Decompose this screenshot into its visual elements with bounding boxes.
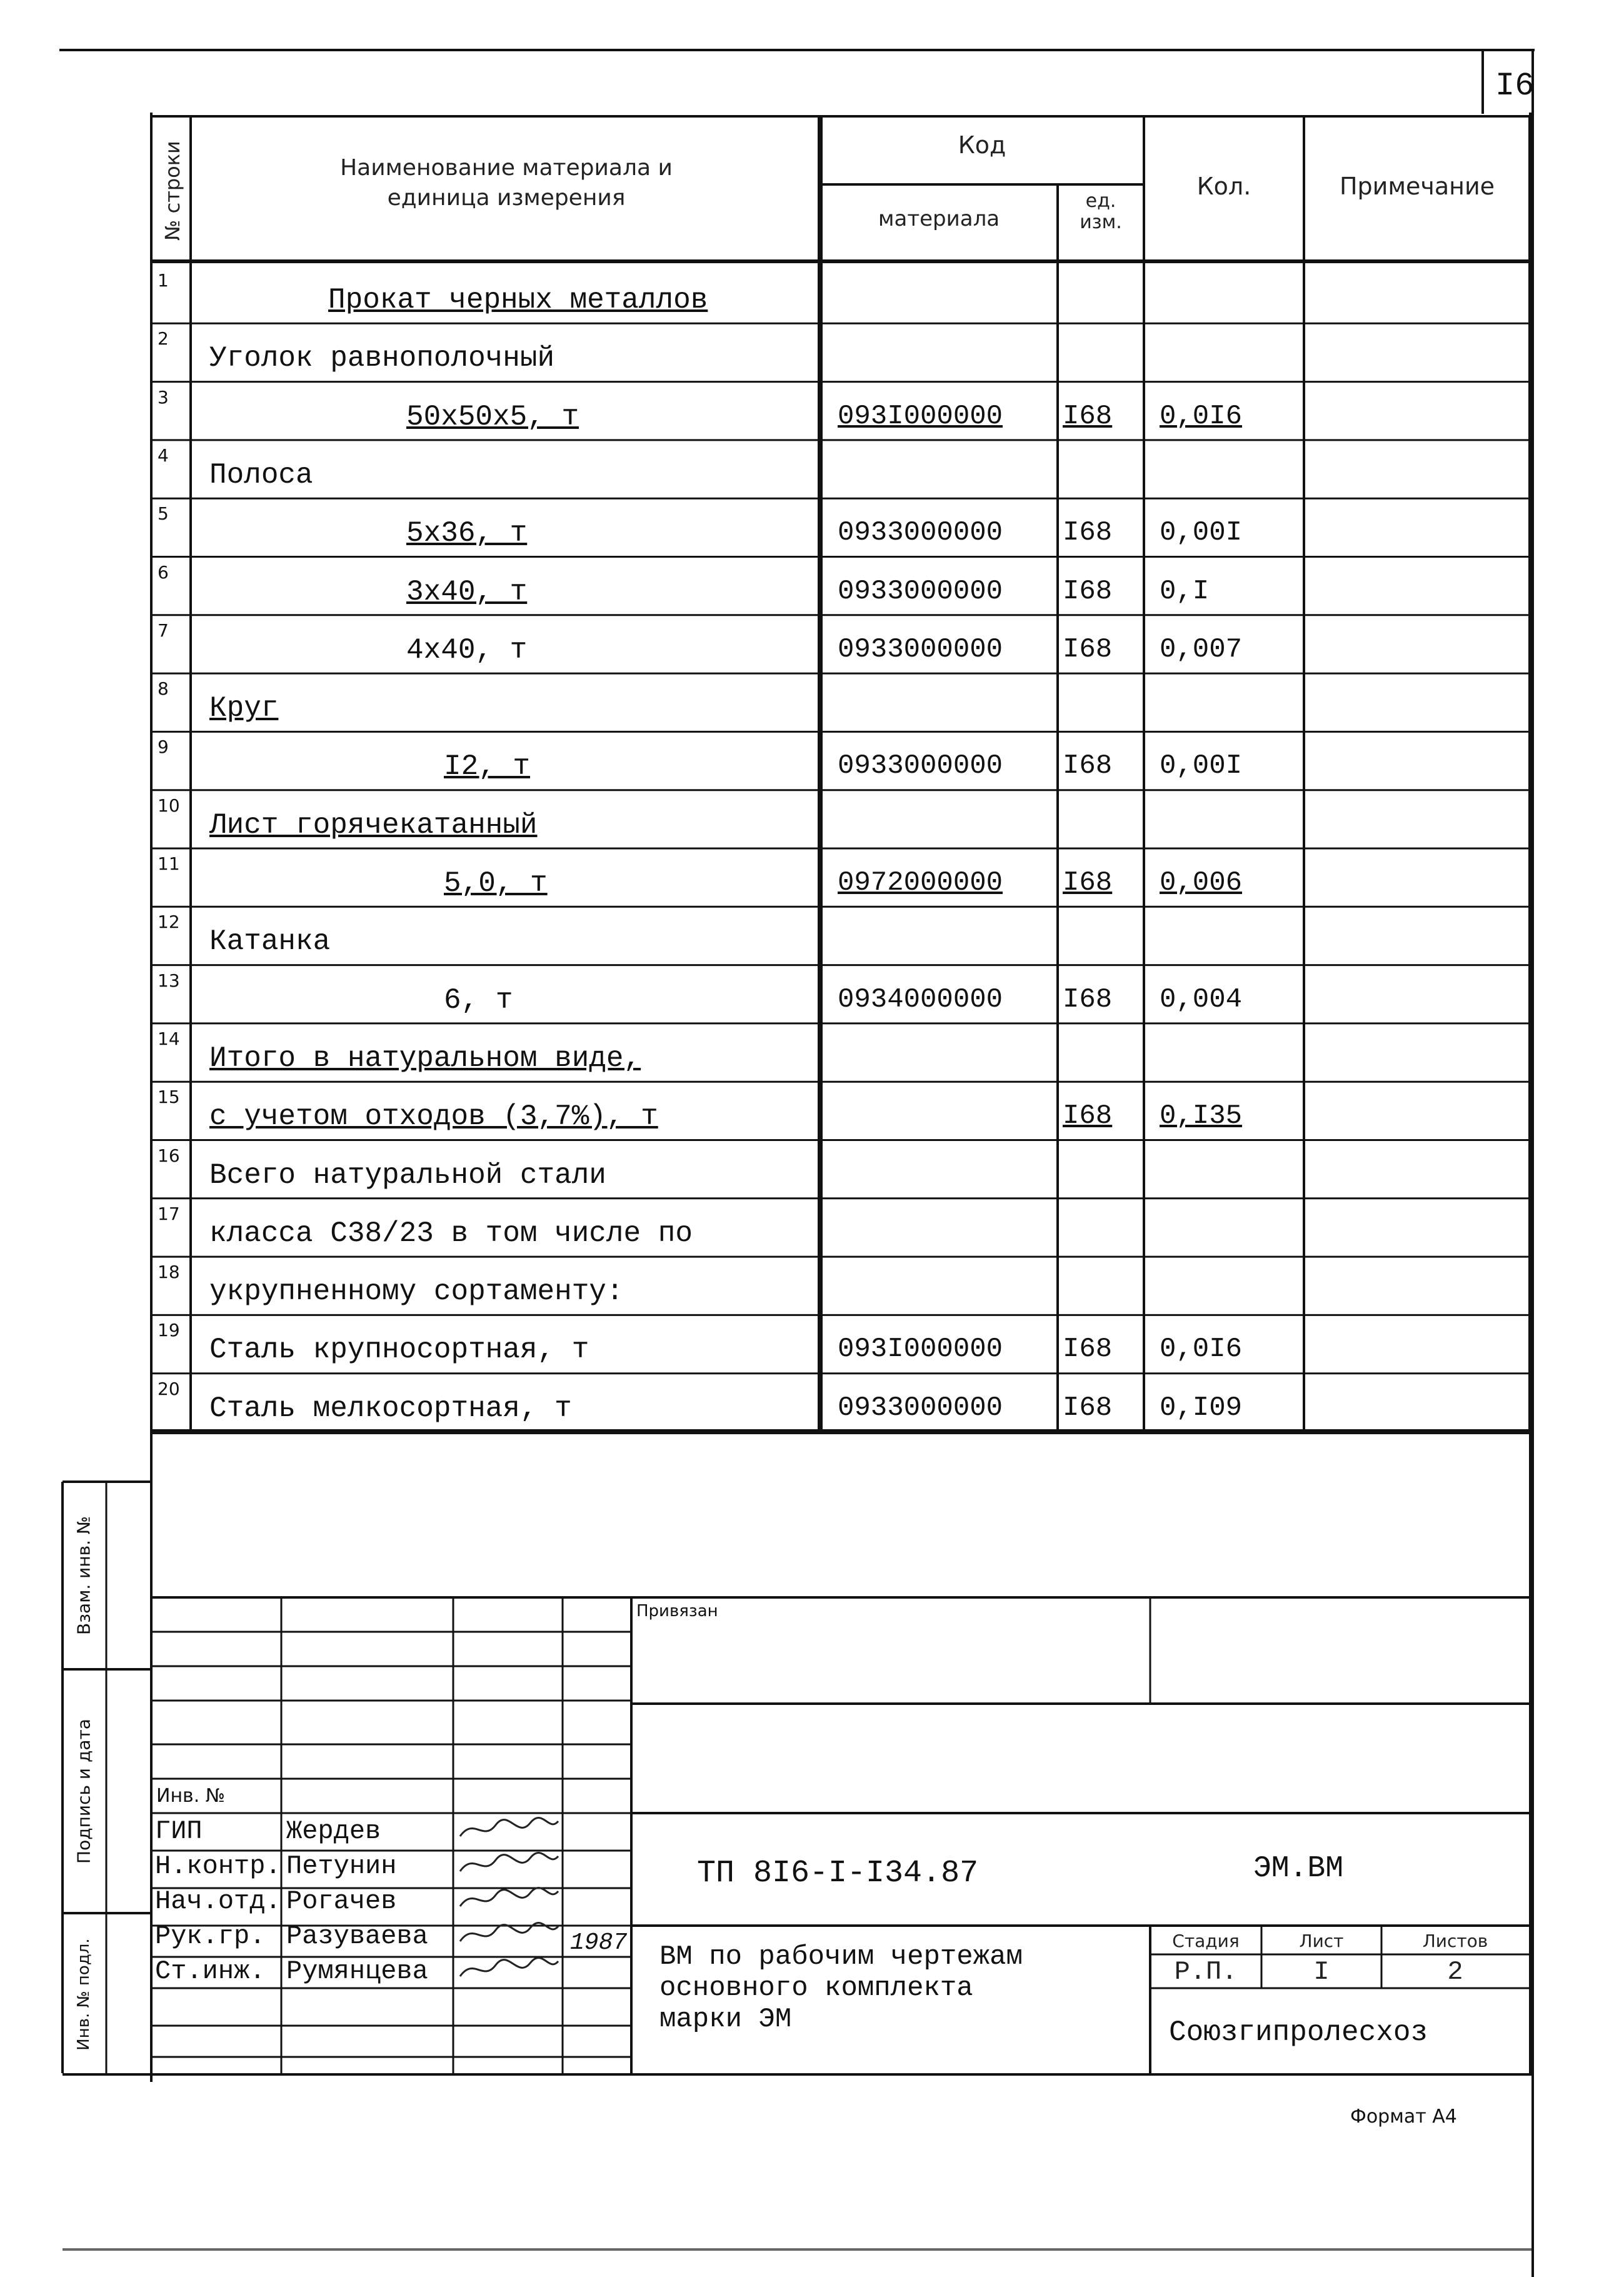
designation: ТП 8I6-I-I34.87 bbox=[697, 1856, 979, 1891]
quantity: 0,I bbox=[1160, 575, 1210, 607]
material-code: 0933000000 bbox=[838, 750, 1003, 782]
unit-code: I68 bbox=[1063, 1334, 1113, 1365]
row-number: 4 bbox=[158, 445, 169, 466]
quantity: 0,00I bbox=[1160, 750, 1243, 782]
signature-name: Рогачев bbox=[286, 1886, 397, 1916]
vzam-inv-stamp: Взам. инв. № bbox=[73, 1515, 94, 1636]
material-code: 0933000000 bbox=[838, 575, 1003, 607]
quantity: 0,I35 bbox=[1160, 1100, 1243, 1132]
row-number: 3 bbox=[158, 386, 169, 408]
code-header: Код bbox=[958, 131, 1006, 159]
quantity: 0,00I bbox=[1160, 517, 1243, 549]
material-code: 0933000000 bbox=[838, 1392, 1003, 1424]
row-number: 9 bbox=[158, 736, 169, 758]
format-label: Формат А4 bbox=[1350, 2106, 1457, 2128]
handwritten-signature bbox=[455, 1954, 561, 1985]
row-number: 8 bbox=[158, 678, 169, 700]
signature-name: Жердев bbox=[286, 1816, 381, 1846]
code-unit-header: ед. изм. bbox=[1080, 190, 1122, 233]
signature-role: Ст.инж. bbox=[155, 1956, 266, 1986]
row-number: 11 bbox=[158, 853, 180, 874]
row-number: 20 bbox=[158, 1378, 180, 1399]
mark-code: ЭМ.ВМ bbox=[1253, 1852, 1344, 1886]
podpis-stamp: Подпись и дата bbox=[73, 1719, 94, 1864]
unit-code: I68 bbox=[1063, 400, 1113, 432]
organization: Союзгипролесхоз bbox=[1169, 2016, 1428, 2049]
quantity: 0,006 bbox=[1160, 867, 1243, 898]
material-name: 4x40, т bbox=[406, 633, 528, 666]
handwritten-signature bbox=[455, 1814, 561, 1845]
row-number: 1 bbox=[158, 270, 169, 291]
privyazan-label: Привязан bbox=[636, 1602, 718, 1621]
stage-label: Стадия bbox=[1172, 1931, 1240, 1951]
material-name: 5,0, т bbox=[444, 867, 548, 900]
handwritten-signature bbox=[455, 1884, 561, 1915]
stage-value: Р.П. bbox=[1174, 1957, 1238, 1987]
row-number: 18 bbox=[158, 1262, 180, 1283]
page-number: I6 bbox=[1495, 68, 1535, 104]
row-number: 5 bbox=[158, 503, 169, 525]
material-name: Полоса bbox=[209, 458, 313, 491]
signature-name: Румянцева bbox=[286, 1956, 428, 1986]
unit-code: I68 bbox=[1063, 867, 1113, 898]
quantity: 0,0I6 bbox=[1160, 1334, 1243, 1365]
material-code: 0934000000 bbox=[838, 983, 1003, 1015]
signature-role: ГИП bbox=[155, 1816, 203, 1846]
inv-no-label: Инв. № bbox=[156, 1785, 226, 1807]
material-name: I2, т bbox=[444, 750, 531, 783]
sheet-value: I bbox=[1313, 1957, 1330, 1987]
material-name: Прокат черных металлов bbox=[328, 284, 708, 316]
material-name: 50x50x5, т bbox=[406, 400, 579, 433]
signature-role: Рук.гр. bbox=[155, 1921, 266, 1951]
sheets-value: 2 bbox=[1447, 1957, 1463, 1987]
row-number-header: № строки bbox=[161, 141, 184, 241]
sheets-label: Листов bbox=[1422, 1931, 1488, 1951]
signature-name: Петунин bbox=[286, 1851, 397, 1881]
material-name: класса С38/23 в том числе по bbox=[209, 1217, 693, 1250]
unit-code: I68 bbox=[1063, 633, 1113, 665]
row-number: 19 bbox=[158, 1320, 180, 1341]
unit-code: I68 bbox=[1063, 983, 1113, 1015]
material-name: укрупненному сортаменту: bbox=[209, 1275, 624, 1309]
material-name: 6, т bbox=[444, 983, 513, 1017]
inv-podl-stamp: Инв. № подл. bbox=[74, 1938, 93, 2051]
row-number: 7 bbox=[158, 620, 169, 641]
row-number: 6 bbox=[158, 561, 169, 583]
material-code: 093I000000 bbox=[838, 400, 1003, 432]
row-number: 17 bbox=[158, 1203, 180, 1224]
material-name: Уголок равнополочный bbox=[209, 342, 555, 375]
row-number: 15 bbox=[158, 1087, 180, 1108]
qty-header: Кол. bbox=[1196, 173, 1251, 200]
unit-code: I68 bbox=[1063, 575, 1113, 607]
material-name: с учетом отходов (3,7%), т bbox=[209, 1100, 658, 1133]
row-number: 16 bbox=[158, 1145, 180, 1166]
unit-code: I68 bbox=[1063, 517, 1113, 549]
row-number: 13 bbox=[158, 970, 180, 991]
handwritten-signature bbox=[455, 1919, 561, 1950]
material-name: Катанка bbox=[209, 925, 331, 958]
sign-year: 1987 bbox=[570, 1929, 628, 1956]
signature-name: Разуваева bbox=[286, 1921, 428, 1951]
material-name: Сталь мелкосортная, т bbox=[209, 1392, 572, 1425]
unit-code: I68 bbox=[1063, 1392, 1113, 1424]
row-number: 12 bbox=[158, 912, 180, 933]
material-name: Лист горячекатанный bbox=[209, 808, 538, 842]
row-number: 2 bbox=[158, 328, 169, 349]
material-code: 0933000000 bbox=[838, 517, 1003, 549]
material-code: 0972000000 bbox=[838, 867, 1003, 898]
material-name: 5x36, т bbox=[406, 517, 528, 550]
quantity: 0,007 bbox=[1160, 633, 1243, 665]
signature-role: Нач.отд. bbox=[155, 1886, 281, 1916]
quantity: 0,0I6 bbox=[1160, 400, 1243, 432]
code-material-header: материала bbox=[878, 206, 1000, 231]
unit-code: I68 bbox=[1063, 1100, 1113, 1132]
name-header: Наименование материала и единица измерения bbox=[340, 155, 673, 211]
quantity: 0,I09 bbox=[1160, 1392, 1243, 1424]
material-name: Сталь крупносортная, т bbox=[209, 1334, 589, 1367]
note-header: Примечание bbox=[1339, 173, 1495, 200]
sheet-label: Лист bbox=[1299, 1931, 1344, 1951]
material-name: 3x40, т bbox=[406, 575, 528, 608]
signature-role: Н.контр. bbox=[155, 1851, 281, 1881]
material-name: Круг bbox=[209, 692, 279, 725]
material-name: Итого в натуральном виде, bbox=[209, 1042, 641, 1075]
handwritten-signature bbox=[455, 1849, 561, 1880]
material-code: 093I000000 bbox=[838, 1334, 1003, 1365]
material-code: 0933000000 bbox=[838, 633, 1003, 665]
row-number: 14 bbox=[158, 1028, 180, 1049]
row-number: 10 bbox=[158, 795, 180, 816]
material-name: Всего натуральной стали bbox=[209, 1159, 606, 1192]
quantity: 0,004 bbox=[1160, 983, 1243, 1015]
unit-code: I68 bbox=[1063, 750, 1113, 782]
drawing-description: ВМ по рабочим чертежам основного комплекта марки ЭМ bbox=[659, 1941, 1023, 2035]
